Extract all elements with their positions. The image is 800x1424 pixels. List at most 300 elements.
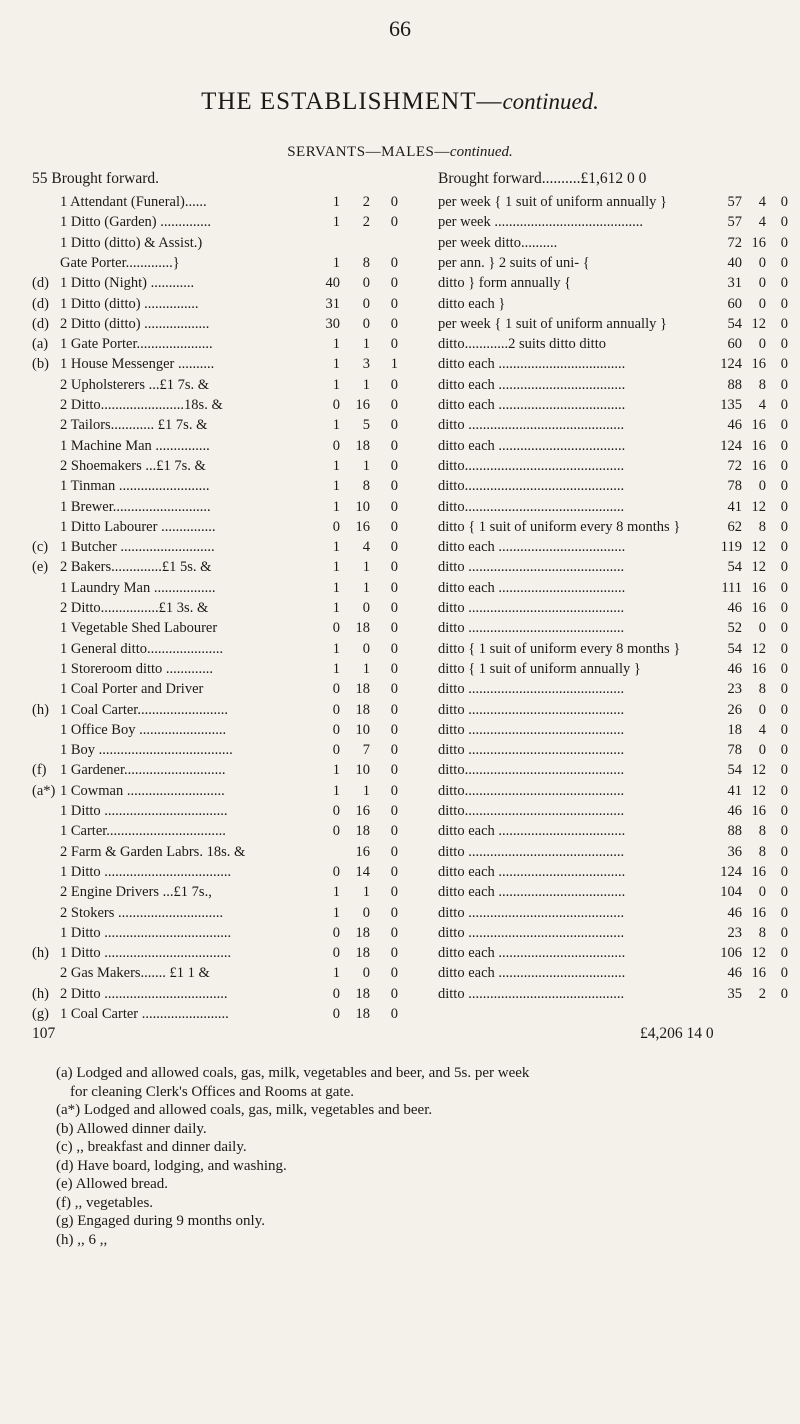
row-pence: 0 bbox=[780, 803, 788, 819]
right-brought-forward: Brought forward..........£1,612 0 0 bbox=[438, 170, 647, 187]
row-pounds: 52 bbox=[727, 620, 742, 637]
row-pounds: 18 bbox=[727, 721, 742, 738]
row-pence: 0 bbox=[780, 721, 788, 738]
row-pounds: 104 bbox=[720, 884, 742, 901]
row-description: ditto............................................ bbox=[438, 478, 625, 495]
row-description: ditto ........................................... bbox=[438, 620, 625, 637]
row-pence: 0 bbox=[780, 823, 788, 840]
row-description: 1 Butcher .......................... bbox=[60, 539, 215, 556]
row-description: 2 Ditto (ditto) .................. bbox=[60, 315, 210, 332]
row-description: 1 Ditto (ditto) & Assist.) bbox=[60, 234, 203, 251]
row-pence: 0 bbox=[390, 417, 398, 434]
row-shillings: 8 bbox=[758, 376, 766, 393]
title-continued: continued. bbox=[502, 89, 599, 114]
row-note: (g) bbox=[32, 1006, 49, 1022]
row-description: ditto each ................................... bbox=[438, 884, 626, 901]
row-shillings: 10 bbox=[355, 762, 370, 779]
row-description: per week ......................................... bbox=[438, 214, 643, 231]
row-pounds: 0 bbox=[332, 518, 340, 535]
row-pence: 0 bbox=[780, 742, 788, 759]
row-shillings: 4 bbox=[758, 214, 766, 231]
row-pounds: 46 bbox=[727, 965, 742, 982]
row-pounds: 1 bbox=[332, 376, 340, 393]
row-shillings: 12 bbox=[751, 640, 766, 657]
row-pounds: 1 bbox=[332, 600, 340, 616]
row-pence: 0 bbox=[390, 600, 398, 616]
row-pounds: 1 bbox=[332, 417, 340, 434]
row-pence: 0 bbox=[780, 275, 788, 292]
row-shillings: 2 bbox=[362, 214, 370, 231]
right-table-row bbox=[438, 843, 788, 866]
row-description: 1 Boy ..................................... bbox=[60, 742, 233, 759]
row-pence: 0 bbox=[780, 559, 788, 576]
left-table-row bbox=[32, 661, 432, 683]
row-pence: 0 bbox=[780, 397, 788, 413]
row-shillings: 4 bbox=[758, 194, 766, 210]
row-pounds: 1 bbox=[332, 782, 340, 799]
row-shillings: 12 bbox=[751, 498, 766, 515]
right-table-row bbox=[438, 640, 788, 663]
row-pence: 0 bbox=[390, 985, 398, 1002]
row-description: ditto each ................................... bbox=[438, 539, 626, 556]
row-shillings: 4 bbox=[758, 397, 766, 413]
row-description: ditto............................................ bbox=[438, 803, 625, 819]
row-pounds: 72 bbox=[727, 234, 742, 251]
row-pence: 0 bbox=[780, 782, 788, 799]
row-pence: 0 bbox=[780, 336, 788, 353]
row-pounds: 46 bbox=[727, 904, 742, 921]
right-table-row bbox=[438, 721, 788, 744]
right-table-row bbox=[438, 579, 788, 602]
left-table-row bbox=[32, 823, 432, 845]
row-shillings: 4 bbox=[362, 539, 370, 556]
row-shillings: 10 bbox=[355, 498, 370, 515]
row-shillings: 1 bbox=[362, 884, 370, 901]
row-description: 2 Tailors............ £1 7s. & bbox=[60, 417, 208, 434]
left-table-row bbox=[32, 864, 432, 886]
row-pounds: 1 bbox=[332, 336, 340, 353]
left-table-row bbox=[32, 925, 432, 947]
row-pounds: 0 bbox=[332, 803, 340, 819]
left-table-row bbox=[32, 559, 432, 581]
row-shillings: 16 bbox=[751, 803, 766, 819]
right-table-row bbox=[438, 782, 788, 805]
row-pounds: 1 bbox=[332, 559, 340, 576]
right-table-row bbox=[438, 275, 788, 297]
row-shillings: 16 bbox=[751, 904, 766, 921]
row-pence: 0 bbox=[780, 701, 788, 718]
row-pence: 0 bbox=[390, 660, 398, 677]
left-table-row bbox=[32, 458, 432, 480]
row-description: per week ditto.......... bbox=[438, 234, 558, 251]
left-table-row bbox=[32, 884, 432, 906]
row-shillings: 16 bbox=[355, 803, 370, 819]
row-pence: 0 bbox=[390, 721, 398, 738]
left-table-row bbox=[32, 945, 432, 967]
row-description: ditto each ................................... bbox=[438, 437, 626, 454]
row-pence: 0 bbox=[390, 863, 398, 880]
row-description: 2 Ditto.......................18s. & bbox=[60, 397, 223, 413]
left-table-row bbox=[32, 478, 432, 500]
row-pence: 0 bbox=[390, 843, 398, 860]
row-pounds: 0 bbox=[332, 721, 340, 738]
row-description: ditto each ................................... bbox=[438, 823, 626, 840]
row-description: ditto ........................................... bbox=[438, 701, 625, 718]
right-table-row bbox=[438, 863, 788, 886]
row-pounds: 106 bbox=[720, 945, 742, 962]
right-table-row bbox=[438, 803, 788, 825]
row-description: 1 Coal Carter......................... bbox=[60, 701, 228, 718]
row-shillings: 2 bbox=[758, 985, 766, 1002]
row-shillings: 12 bbox=[751, 315, 766, 332]
row-shillings: 0 bbox=[758, 884, 766, 901]
row-description: ditto ........................................... bbox=[438, 924, 625, 941]
row-pence: 0 bbox=[390, 315, 398, 332]
row-description: Gate Porter.............} bbox=[60, 254, 180, 271]
row-shillings: 12 bbox=[751, 782, 766, 799]
row-pounds: 1 bbox=[332, 478, 340, 495]
footnote-line: (a*) Lodged and allowed coals, gas, milk, vegetables and beer. bbox=[56, 1102, 433, 1118]
row-description: 2 Ditto................£1 3s. & bbox=[60, 600, 209, 616]
row-description: 1 General ditto..................... bbox=[60, 640, 224, 657]
row-shillings: 10 bbox=[355, 721, 370, 738]
row-pence: 0 bbox=[780, 640, 788, 657]
row-pounds: 46 bbox=[727, 660, 742, 677]
row-note: (h) bbox=[32, 985, 49, 1002]
row-pounds: 1 bbox=[332, 640, 340, 657]
left-table-row bbox=[32, 235, 432, 257]
row-shillings: 1 bbox=[362, 457, 370, 474]
row-description: ditto each ................................... bbox=[438, 945, 626, 962]
row-pounds: 31 bbox=[727, 275, 742, 292]
row-description: 1 Ditto ................................... bbox=[60, 924, 232, 941]
row-description: 1 Coal Porter and Driver bbox=[60, 681, 204, 698]
right-table-row bbox=[438, 315, 788, 338]
row-description: ditto each ................................... bbox=[438, 965, 626, 982]
row-description: ditto each ................................... bbox=[438, 376, 626, 393]
row-pounds: 124 bbox=[720, 356, 742, 373]
row-pence: 0 bbox=[390, 1006, 398, 1022]
right-table-row bbox=[438, 356, 788, 378]
row-description: ditto ........................................... bbox=[438, 742, 625, 759]
footnote-line: (e) Allowed bread. bbox=[56, 1176, 169, 1192]
row-shillings: 8 bbox=[758, 518, 766, 535]
right-table-row bbox=[438, 924, 788, 947]
right-table-row bbox=[438, 254, 788, 277]
row-pounds: 1 bbox=[332, 762, 340, 779]
row-description: 1 House Messenger .......... bbox=[60, 356, 215, 373]
footnote-line: (b) Allowed dinner daily. bbox=[56, 1120, 207, 1137]
row-pence: 0 bbox=[780, 762, 788, 779]
left-table-row bbox=[32, 438, 432, 460]
row-description: ditto............................................ bbox=[438, 762, 625, 779]
row-description: ditto } form annually { bbox=[438, 275, 572, 292]
row-shillings: 1 bbox=[362, 336, 370, 353]
row-pence: 0 bbox=[390, 437, 398, 454]
row-shillings: 1 bbox=[362, 660, 370, 677]
row-pounds: 46 bbox=[727, 417, 742, 434]
row-pounds: 1 bbox=[332, 214, 340, 231]
row-shillings: 2 bbox=[362, 194, 370, 210]
row-pence: 0 bbox=[780, 518, 788, 535]
row-pounds: 1 bbox=[332, 579, 340, 596]
row-description: ditto each ................................... bbox=[438, 579, 626, 596]
row-shillings: 16 bbox=[751, 579, 766, 596]
row-pounds: 119 bbox=[720, 539, 742, 556]
row-note: (h) bbox=[32, 701, 49, 718]
row-pence: 0 bbox=[390, 478, 398, 495]
row-shillings: 0 bbox=[362, 315, 370, 332]
page-number: 66 bbox=[389, 16, 411, 41]
row-note: (f) bbox=[32, 762, 47, 779]
row-shillings: 16 bbox=[751, 457, 766, 474]
row-pounds: 54 bbox=[727, 315, 742, 332]
row-pence: 0 bbox=[390, 945, 398, 962]
row-shillings: 18 bbox=[355, 985, 370, 1002]
row-shillings: 1 bbox=[362, 579, 370, 596]
row-pounds: 41 bbox=[727, 498, 742, 515]
row-pence: 0 bbox=[390, 498, 398, 515]
right-table-row bbox=[438, 234, 788, 257]
row-pounds: 78 bbox=[727, 742, 742, 759]
row-pence: 0 bbox=[390, 559, 398, 576]
row-shillings: 1 bbox=[362, 376, 370, 393]
left-table-row bbox=[32, 702, 432, 724]
right-table-row bbox=[438, 762, 788, 784]
row-pence: 0 bbox=[780, 660, 788, 677]
row-description: 1 Brewer........................... bbox=[60, 498, 211, 515]
row-shillings: 0 bbox=[362, 275, 370, 292]
left-brought-forward: 55 Brought forward. bbox=[32, 170, 159, 187]
row-shillings: 8 bbox=[758, 843, 766, 860]
right-table-row bbox=[438, 417, 788, 439]
row-pence: 0 bbox=[780, 681, 788, 698]
row-shillings: 0 bbox=[758, 742, 766, 759]
right-table-row bbox=[438, 376, 788, 399]
row-pence: 0 bbox=[390, 295, 398, 312]
row-description: 2 Shoemakers ...£1 7s. & bbox=[60, 457, 206, 474]
right-table-row bbox=[438, 457, 788, 480]
row-description: 1 Ditto (Garden) .............. bbox=[60, 214, 212, 231]
footnote-line: (f) ,, vegetables. bbox=[56, 1194, 154, 1211]
row-pence: 0 bbox=[390, 965, 398, 982]
row-pounds: 57 bbox=[727, 194, 742, 210]
row-pounds: 54 bbox=[727, 762, 742, 779]
page-title bbox=[0, 88, 800, 116]
row-shillings: 8 bbox=[758, 924, 766, 941]
row-pence: 0 bbox=[780, 579, 788, 596]
row-shillings: 8 bbox=[362, 254, 370, 271]
row-pence: 0 bbox=[780, 539, 788, 556]
row-pence: 0 bbox=[780, 843, 788, 860]
row-description: ditto each ................................... bbox=[438, 356, 626, 373]
left-table-row bbox=[32, 519, 432, 541]
row-pence: 0 bbox=[780, 498, 788, 515]
row-pounds: 60 bbox=[727, 295, 742, 312]
row-description: 1 Vegetable Shed Labourer bbox=[60, 620, 218, 637]
right-table-row bbox=[438, 965, 788, 987]
row-pence: 0 bbox=[780, 924, 788, 941]
right-table-row bbox=[438, 437, 788, 460]
row-pounds: 0 bbox=[332, 924, 340, 941]
row-shillings: 18 bbox=[355, 1006, 370, 1022]
row-shillings: 1 bbox=[362, 559, 370, 576]
row-pence: 0 bbox=[390, 336, 398, 353]
footnote-line: (c) ,, breakfast and dinner daily. bbox=[56, 1139, 247, 1155]
row-pence: 0 bbox=[780, 600, 788, 616]
row-pounds: 1 bbox=[332, 904, 340, 921]
left-table-row bbox=[32, 803, 432, 825]
left-table-row bbox=[32, 641, 432, 663]
row-description: 1 Gardener............................ bbox=[60, 762, 226, 779]
row-shillings: 16 bbox=[751, 234, 766, 251]
row-description: 2 Ditto .................................. bbox=[60, 985, 228, 1002]
right-table-row bbox=[438, 498, 788, 521]
row-shillings: 4 bbox=[758, 721, 766, 738]
row-pence: 0 bbox=[390, 823, 398, 840]
row-pounds: 0 bbox=[332, 863, 340, 880]
right-table-row bbox=[438, 194, 788, 216]
left-table-row bbox=[32, 905, 432, 927]
row-pence: 0 bbox=[780, 863, 788, 880]
row-pounds: 0 bbox=[332, 437, 340, 454]
row-description: 1 Ditto Labourer ............... bbox=[60, 518, 216, 535]
row-pence: 0 bbox=[780, 965, 788, 982]
row-shillings: 12 bbox=[751, 945, 766, 962]
footnote-line: for cleaning Clerk's Offices and Rooms at gate. bbox=[70, 1083, 355, 1100]
row-note: (d) bbox=[32, 295, 49, 312]
row-description: ditto each ................................... bbox=[438, 863, 626, 880]
row-pence: 0 bbox=[390, 803, 398, 819]
row-pounds: 1 bbox=[332, 660, 340, 677]
row-note: (d) bbox=[32, 315, 49, 332]
row-description: per week { 1 suit of uniform annually } bbox=[438, 315, 667, 332]
left-table-row bbox=[32, 397, 432, 419]
row-shillings: 14 bbox=[355, 863, 370, 880]
row-pounds: 1 bbox=[332, 356, 340, 373]
row-pounds: 1 bbox=[332, 539, 340, 556]
right-table-row bbox=[438, 660, 788, 683]
row-shillings: 8 bbox=[758, 681, 766, 698]
left-table-row bbox=[32, 580, 432, 602]
right-table-row bbox=[438, 985, 788, 1008]
row-description: 1 Laundry Man ................. bbox=[60, 579, 216, 596]
row-shillings: 0 bbox=[362, 640, 370, 657]
row-description: 2 Engine Drivers ...£1 7s., bbox=[60, 884, 212, 901]
row-pounds: 57 bbox=[727, 214, 742, 231]
row-pounds: 60 bbox=[727, 336, 742, 353]
row-pounds: 0 bbox=[332, 701, 340, 718]
left-table-row bbox=[32, 417, 432, 439]
row-pence: 0 bbox=[780, 234, 788, 251]
row-note: (c) bbox=[32, 539, 49, 556]
row-pounds: 1 bbox=[332, 965, 340, 982]
left-table-row bbox=[32, 296, 432, 318]
right-table-row bbox=[438, 742, 788, 764]
left-table-row bbox=[32, 986, 432, 1008]
left-table-row bbox=[32, 336, 432, 358]
row-shillings: 16 bbox=[751, 356, 766, 373]
row-shillings: 3 bbox=[362, 356, 370, 373]
row-description: 2 Gas Makers....... £1 1 & bbox=[60, 965, 210, 982]
footnote-line: (a) Lodged and allowed coals, gas, milk, vegetables and beer, and 5s. per week bbox=[56, 1065, 530, 1081]
row-pounds: 23 bbox=[727, 924, 742, 941]
right-total: £4,206 14 0 bbox=[640, 1025, 714, 1042]
row-note: (e) bbox=[32, 559, 49, 576]
row-pounds: 135 bbox=[720, 397, 742, 413]
row-pounds: 124 bbox=[720, 863, 742, 880]
row-shillings: 18 bbox=[355, 437, 370, 454]
row-description: 1 Storeroom ditto ............. bbox=[60, 660, 214, 677]
row-shillings: 0 bbox=[362, 295, 370, 312]
row-shillings: 12 bbox=[751, 559, 766, 576]
row-shillings: 0 bbox=[758, 336, 766, 353]
row-pence: 1 bbox=[390, 356, 398, 373]
left-table-row bbox=[32, 742, 432, 764]
row-shillings: 8 bbox=[758, 823, 766, 840]
row-shillings: 18 bbox=[355, 620, 370, 637]
row-description: 1 Ditto (Night) ............ bbox=[60, 275, 195, 292]
row-description: 1 Tinman ......................... bbox=[60, 478, 210, 495]
row-pounds: 46 bbox=[727, 803, 742, 819]
footnotes bbox=[56, 1064, 776, 1249]
row-pounds: 30 bbox=[325, 315, 340, 332]
left-table-row bbox=[32, 681, 432, 703]
right-table-row bbox=[438, 559, 788, 581]
row-description: ditto............................................ bbox=[438, 782, 625, 799]
row-pence: 0 bbox=[780, 376, 788, 393]
row-description: ditto ........................................... bbox=[438, 417, 625, 434]
right-table-row bbox=[438, 518, 788, 541]
right-table-row bbox=[438, 620, 788, 642]
row-shillings: 16 bbox=[751, 437, 766, 454]
row-pence: 0 bbox=[390, 884, 398, 901]
row-note: (b) bbox=[32, 356, 49, 373]
row-shillings: 0 bbox=[758, 275, 766, 292]
row-description: ditto ........................................... bbox=[438, 721, 625, 738]
row-description: 1 Ditto ................................... bbox=[60, 945, 232, 962]
right-table-row bbox=[438, 478, 788, 500]
row-shillings: 0 bbox=[362, 600, 370, 616]
right-table-row bbox=[438, 904, 788, 927]
row-description: 1 Ditto ................................... bbox=[60, 863, 232, 880]
row-shillings: 7 bbox=[362, 742, 370, 759]
row-description: 1 Gate Porter..................... bbox=[60, 336, 213, 353]
left-table-row bbox=[32, 539, 432, 561]
row-description: ditto ........................................... bbox=[438, 904, 625, 921]
row-description: 1 Carter................................. bbox=[60, 823, 226, 840]
row-pence: 0 bbox=[390, 701, 398, 718]
row-description: ditto { 1 suit of uniform every 8 months } bbox=[438, 640, 681, 657]
row-pounds: 35 bbox=[727, 985, 742, 1002]
row-description: 2 Bakers..............£1 5s. & bbox=[60, 559, 212, 576]
row-pounds: 1 bbox=[332, 884, 340, 901]
right-table-row bbox=[438, 214, 788, 236]
right-table-row bbox=[438, 397, 788, 419]
row-shillings: 0 bbox=[362, 965, 370, 982]
row-pounds: 54 bbox=[727, 640, 742, 657]
row-shillings: 12 bbox=[751, 762, 766, 779]
row-description: ditto each ................................... bbox=[438, 397, 626, 413]
row-pounds: 31 bbox=[325, 295, 340, 312]
row-description: 1 Cowman ........................... bbox=[60, 782, 225, 799]
row-description: ditto ........................................... bbox=[438, 843, 625, 860]
row-pence: 0 bbox=[780, 904, 788, 921]
right-table-row bbox=[438, 295, 788, 318]
row-pence: 0 bbox=[390, 539, 398, 556]
row-shillings: 16 bbox=[355, 518, 370, 535]
row-pounds: 36 bbox=[727, 843, 742, 860]
